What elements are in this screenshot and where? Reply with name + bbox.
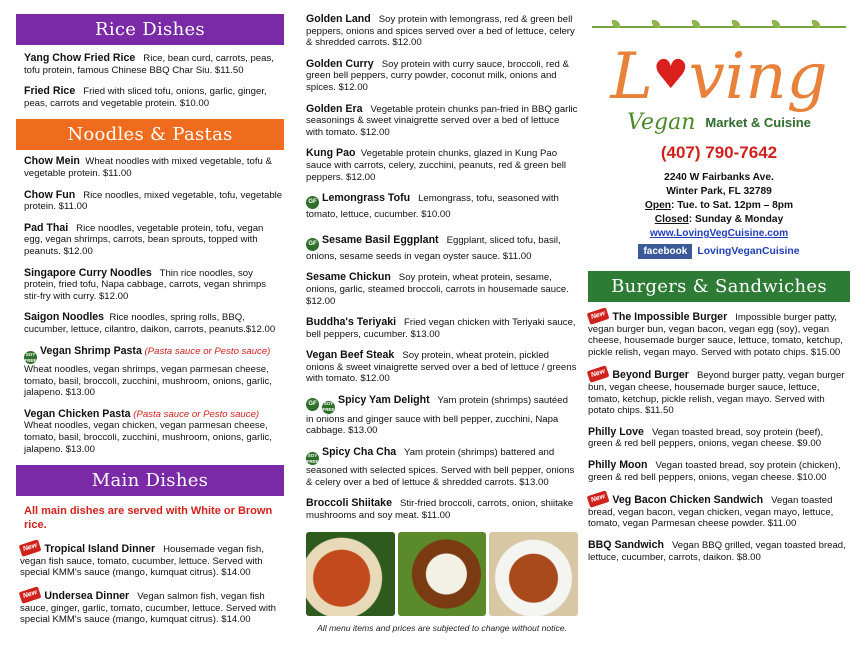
- menu-item: [588, 460, 850, 483]
- menu-item: [20, 542, 284, 579]
- menu-item: [306, 317, 578, 340]
- menu-item: [588, 540, 850, 563]
- item-name: Broccoli Shiitake: [306, 497, 392, 510]
- closed-days: Closed: Sunday & Monday: [654, 214, 784, 225]
- item-desc: Lemongrass, tofu, seasoned with tomato, lettuce, cucumber. $10.00: [306, 193, 559, 221]
- menu-item: [588, 493, 850, 530]
- item-name: Yang Chow Fried Rice: [24, 52, 136, 64]
- noodles-pastas-banner: [16, 119, 284, 150]
- item-name: Kung Pao: [306, 147, 356, 160]
- item-desc: Housemade vegan fish, vegan fish sauce, tomato, cucumber, lettuce. Served with special KMM's sauce (mango, kumquat citrus). $14.00: [20, 544, 264, 579]
- item-name: Singapore Curry Noodles: [24, 266, 152, 279]
- menu-item: [306, 235, 578, 263]
- facebook-handle: LovingVeganCuisine: [697, 246, 800, 257]
- item-name: Vegan Beef Steak: [306, 349, 395, 362]
- new-badge-icon: New: [19, 586, 42, 603]
- item-name: Fried Rice: [24, 85, 76, 98]
- item-name: Lemongrass Tofu: [322, 192, 411, 205]
- item-name: The Impossible Burger: [612, 311, 728, 323]
- menu-item: [306, 59, 578, 94]
- vine-ornament: [592, 14, 850, 36]
- item-desc: Vegan salmon fish, vegan fish sauce, ginger, garlic, tomato, cucumber, lettuce. Served with special KMM's sauce (mango, kumquat citrus). $14.00: [20, 590, 276, 626]
- menu-item: [20, 589, 284, 626]
- item-desc: Eggplant, sliced tofu, basil, onions, sesame seeds in vegan oyster sauce. $11.00: [306, 234, 561, 262]
- item-desc: Vegetable protein chunks pan-fried in BBQ garlic seasonings & sweet vinaigrette served over a bed of lettuce with tomato. $12.00: [306, 103, 578, 138]
- market-cuisine-text: Market & Cuisine: [705, 115, 811, 130]
- food-photo: [398, 532, 487, 616]
- item-desc: Wheat noodles, vegan shrimps, vegan parmesan cheese, tomato, basil, broccoli, zucchini, mushroom, onions, garlic, jalapeno. $13.00: [24, 364, 272, 399]
- noodles-pastas-title: Noodles & Pastas: [67, 124, 233, 146]
- menu-item: [306, 148, 578, 183]
- item-desc: Fried vegan chicken with Teriyaki sauce, bell peppers, cucumber. $13.00: [306, 317, 576, 340]
- menu-item: [24, 409, 284, 455]
- food-photos: [306, 532, 578, 616]
- item-desc: Thin rice noodles, soy protein, fried tofu, Napa cabbage, carrots, vegan shrimps stir-fry with curry. $12.00: [24, 267, 267, 302]
- item-name: Chow Fun: [24, 188, 76, 201]
- address-line-1: 2240 W Fairbanks Ave.: [664, 172, 774, 183]
- item-name: Veg Bacon Chicken Sandwich: [612, 494, 764, 507]
- item-desc: Impossible burger patty, vegan burger bun, vegan bacon, vegan egg (soy), vegan cheese, housemade burger sauce, lettuce, tomato, ketchup, pickle relish, vegan mayo. Served with potato chips. $15.00: [588, 312, 843, 358]
- item-note: (Pasta sauce or Pesto sauce): [144, 345, 271, 357]
- item-desc: Vegan toasted bread, vegan bacon, vegan chicken, vegan mayo, lettuce, tomato, vegan Parmesan cheese powder. $11.00: [588, 495, 834, 530]
- rice-dishes-title: Rice Dishes: [95, 19, 205, 40]
- item-name: Pad Thai: [24, 221, 69, 234]
- item-desc: Vegan toasted bread, soy protein (chicken), green & red bell peppers, onions, vegan cheese. $10.00: [588, 459, 841, 483]
- item-name: Chow Mein: [24, 155, 80, 168]
- food-photo: [306, 532, 395, 616]
- item-desc: Vegan toasted bread, soy protein (beef), green & red bell peppers, onions, vegan cheese. $9.00: [588, 426, 824, 450]
- gluten-free-icon: GF: [306, 238, 319, 251]
- website-link[interactable]: www.LovingVegCuisine.com: [649, 228, 789, 239]
- item-name: Sesame Basil Eggplant: [322, 233, 439, 246]
- menu-column-middle: [306, 14, 578, 633]
- item-desc: Vegetable protein chunks, glazed in Kung Pao sauce with carrots, celery, zucchini, peanuts, red & green bell peppers. $12.00: [306, 148, 567, 183]
- gluten-free-icon: GF: [306, 398, 319, 411]
- item-desc: Rice noodles, spring rolls, BBQ, cucumber, lettuce, cilantro, daikon, carrots, peanuts.$12.00: [24, 312, 276, 335]
- item-name: Golden Era: [306, 102, 363, 115]
- item-desc: Stir-fried broccoli, carrots, onion, shiitake mushrooms and soy meat. $11.00: [306, 498, 574, 522]
- menu-item: [306, 447, 578, 489]
- menu-column-left: [16, 0, 284, 636]
- main-dishes-banner: [16, 465, 284, 496]
- item-note: (Pasta sauce or Pesto sauce): [133, 408, 260, 420]
- menu-item: [588, 427, 850, 450]
- menu-item: [588, 310, 850, 358]
- item-name: Golden Land: [306, 13, 371, 25]
- menu-item: [24, 312, 284, 335]
- item-name: Beyond Burger: [612, 369, 689, 382]
- item-desc: Soy protein with curry sauce, broccoli, red & green bell peppers, curry powder, coconut milk, onions and spices. $12.00: [306, 58, 569, 93]
- item-name: Buddha's Teriyaki: [306, 316, 397, 329]
- gluten-free-icon: GF: [306, 196, 319, 209]
- item-name: Saigon Noodles: [24, 311, 105, 324]
- item-desc: Soy protein with lemongrass, red & green bell peppers, onions and spices served over a bed of lettuce, celery & shredded carrots. $12.00: [306, 14, 575, 49]
- menu-item: [306, 272, 578, 307]
- menu-item: [24, 223, 284, 258]
- item-desc: Rice noodles, vegetable protein, tofu, vegan egg, vegan shrimps, carrots, bean sprouts, topped with peanuts. $12.00: [24, 222, 264, 257]
- menu-item: [24, 53, 284, 76]
- menu-item: [306, 193, 578, 221]
- item-name: Vegan Chicken Pasta: [24, 407, 131, 420]
- item-name: BBQ Sandwich: [588, 538, 664, 551]
- item-name: Sesame Chickun: [306, 271, 391, 284]
- new-badge-icon: New: [19, 539, 42, 556]
- menu-item: [306, 104, 578, 139]
- new-badge-icon: New: [587, 307, 610, 324]
- item-desc: Wheat noodles with mixed vegetable, tofu & vegetable protein. $11.00: [24, 156, 272, 179]
- address-line-2: Winter Park, FL 32789: [666, 186, 772, 197]
- item-name: Philly Moon: [588, 458, 648, 471]
- item-name: Undersea Dinner: [44, 589, 130, 602]
- vegan-logo-text: Vegan: [627, 110, 696, 135]
- item-desc: Wheat noodles, vegan chicken, vegan parmesan cheese, tomato, basil, broccoli, zucchini, mushroom, onions, garlic, jalapeno. $13.00: [24, 420, 272, 455]
- disclaimer: All menu items and prices are subjected to change without notice.: [317, 622, 567, 633]
- item-desc: Vegan BBQ grilled, vegan toasted bread, lettuce, cucumber, carrots, daikon. $8.00: [588, 539, 846, 563]
- item-desc: Rice, bean curd, carrots, peas, tofu protein, famous Chinese BBQ Char Siu. $11.50: [24, 53, 274, 76]
- heart-icon: ♥: [652, 52, 689, 98]
- facebook-link[interactable]: [588, 244, 850, 259]
- item-desc: Beyond burger patty, vegan burger bun, vegan cheese, housemade burger sauce, lettuce, tomato, ketchup, pickle relish, vegan mayo. Served with potato chips. $11.50: [588, 370, 845, 417]
- store-info: [588, 171, 850, 241]
- soy-free-icon: SOY FREE: [24, 351, 37, 363]
- item-desc: Soy protein, wheat protein, sesame, onions, garlic, steamed broccoli, carrots in housemade sauce. $12.00: [306, 272, 569, 307]
- item-name: Spicy Yam Delight: [338, 394, 430, 407]
- burgers-title: Burgers & Sandwiches: [611, 276, 827, 297]
- soy-free-icon: SOY FREE: [322, 401, 335, 413]
- menu-item: [24, 156, 284, 179]
- menu-item: [306, 350, 578, 385]
- menu-item: [24, 268, 284, 303]
- item-desc: Yam protein (shrimps) sautéed in onions and ginger sauce with bell pepper, zucchini, Napa cabbage. $13.00: [306, 395, 568, 437]
- item-name: Golden Curry: [306, 57, 374, 70]
- menu-item: [306, 395, 578, 437]
- menu-item: [24, 346, 284, 399]
- menu-item: [306, 498, 578, 521]
- open-hours: Open: Tue. to Sat. 12pm – 8pm: [644, 200, 794, 211]
- item-name: Philly Love: [588, 425, 644, 438]
- item-desc: Yam protein (shrimps) battered and seasoned with selected spices. Served with bell pepper, onions & celery over a bed of lettuce & shredded carrots. $13.00: [306, 446, 575, 488]
- phone-number[interactable]: (407) 790-7642: [660, 143, 778, 162]
- item-name: Tropical Island Dinner: [44, 543, 156, 556]
- menu-item: [24, 86, 284, 109]
- menu-item: [588, 368, 850, 416]
- item-desc: Soy protein, wheat protein, pickled onions & sweet vinaigrette served over a bed of lettuce / greens with tomato. $12.00: [306, 350, 577, 385]
- burgers-banner: [588, 271, 850, 302]
- new-badge-icon: New: [587, 366, 610, 383]
- new-badge-icon: New: [587, 490, 610, 507]
- main-dishes-title: Main Dishes: [91, 470, 209, 492]
- main-dishes-notice: All main dishes are served with White or Brown rice.: [24, 505, 273, 532]
- logo-loving: L♥ving: [610, 40, 828, 114]
- rice-dishes-banner: [16, 14, 284, 45]
- item-name: Vegan Shrimp Pasta: [40, 344, 142, 357]
- facebook-icon: facebook: [638, 244, 692, 259]
- item-desc: Fried with sliced tofu, onions, garlic, ginger, peas, carrots and vegetable protein. $10.00: [24, 86, 267, 109]
- item-name: Spicy Cha Cha: [322, 445, 397, 458]
- menu-item: [306, 14, 578, 49]
- food-photo: [489, 532, 578, 616]
- soy-free-icon: SOY FREE: [306, 452, 319, 464]
- menu-item: [24, 190, 284, 213]
- menu-column-right: [588, 0, 850, 573]
- item-desc: Rice noodles, mixed vegetable, tofu, vegetable protein. $11.00: [24, 189, 283, 213]
